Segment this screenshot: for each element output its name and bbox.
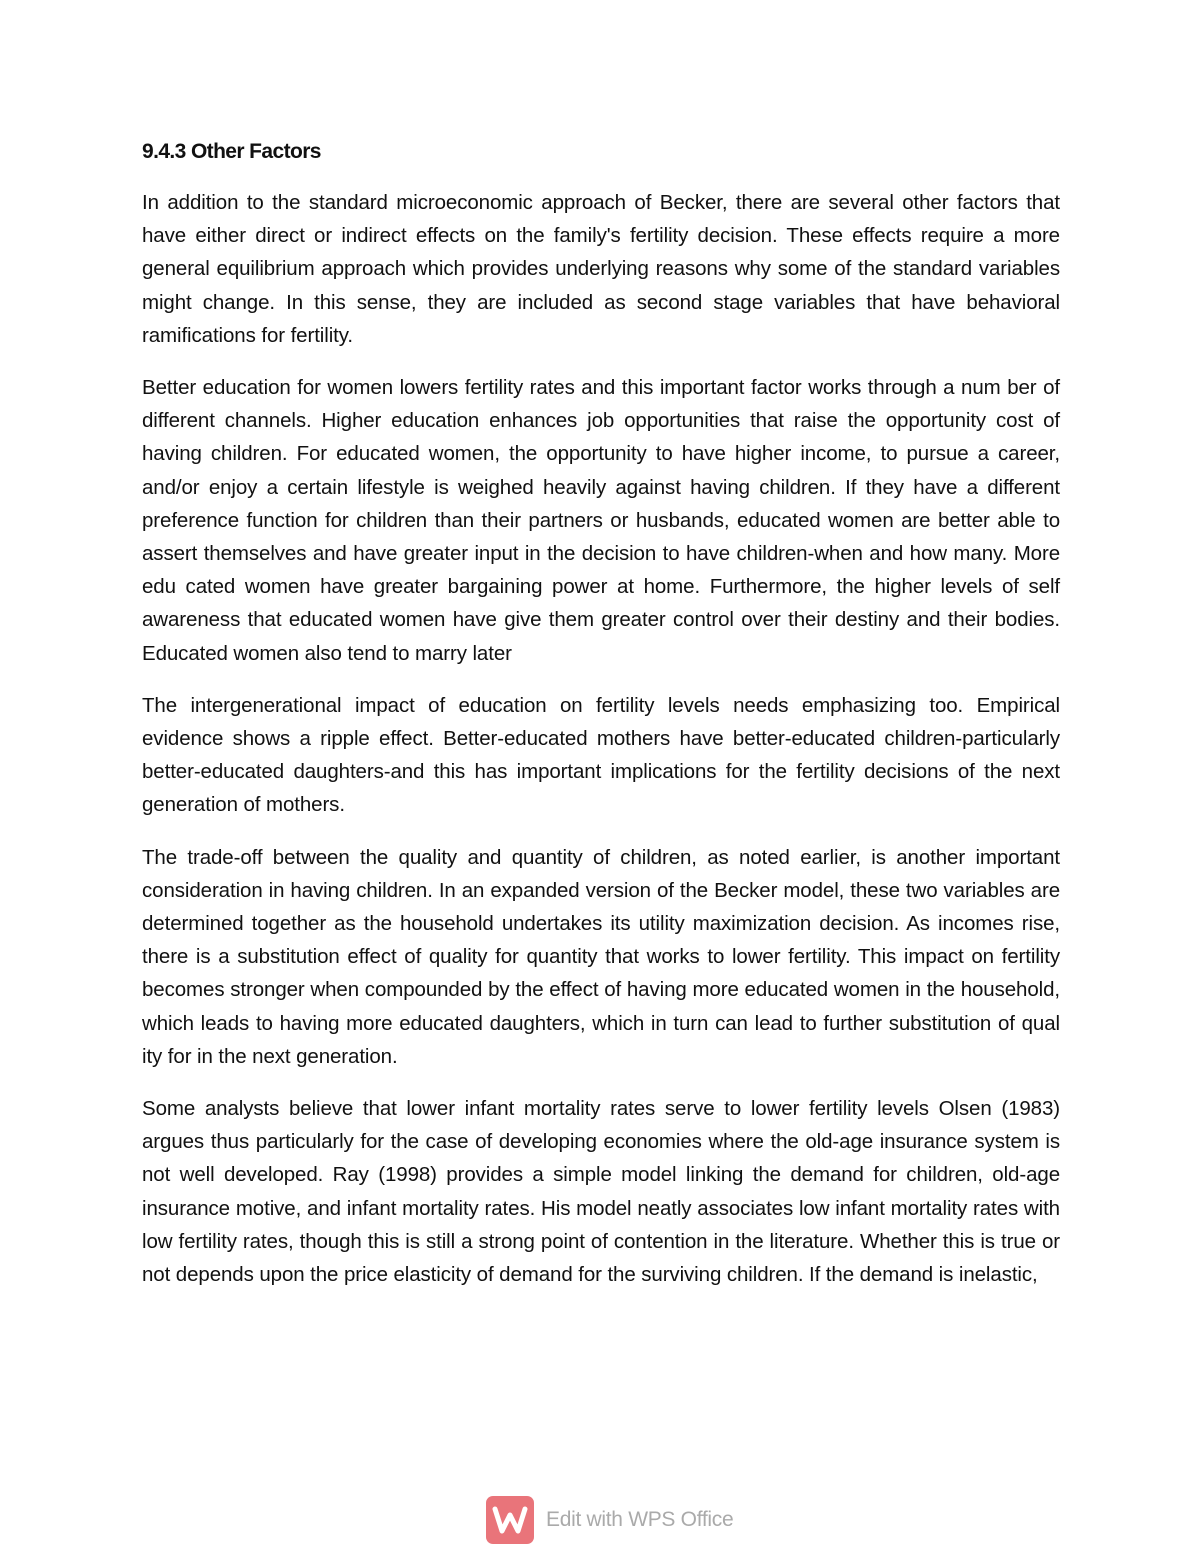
wps-edit-label[interactable]: Edit with WPS Office <box>546 1508 734 1531</box>
paragraph-4: The trade-off between the quality and quantity of children, as noted earlier, is another important consideration in having children. In an expanded version of the Becker model, these two variables are determined together as the household undertakes its utility maximization decision. As incomes rise, there is a substitution effect of quality for quantity that works to lower fertility. This impact on fertility becomes stronger when compounded by the effect of having more educated women in the household, which leads to having more educated daughters, which in turn can lead to further substitution of qual ity for in the next generation. <box>142 845 1060 1068</box>
wps-logo-icon <box>486 1496 534 1544</box>
paragraph-5: Some analysts believe that lower infant mortality rates serve to lower fertility levels Olsen (1983) argues thus particularly for the case of developing economies where the old-age insurance system is not well developed. Ray (1998) provides a simple model linking the demand for children, old-age insurance motive, and infant mortality rates. His model neatly associates low infant mortality rates with low fertility rates, though this is still a strong point of contention in the literature. Whether this is true or not depends upon the price elasticity of demand for the surviving children. If the demand is inelastic, <box>142 1097 1060 1287</box>
section-heading: 9.4.3 Other Factors <box>142 140 321 163</box>
document-page <box>142 140 1060 1310</box>
paragraph-3: The intergenerational impact of education on fertility levels needs emphasizing too. Empirical evidence shows a ripple effect. Better-educated mothers have better-educated children-particularly better-educated daughters-and this has important implications for the fertility decisions of the next generation of mothers. <box>142 693 1060 817</box>
paragraph-2: Better education for women lowers fertility rates and this important factor works through a num ber of different channels. Higher education enhances job opportunities that raise the opportunity cost of having children. For educated women, the opportunity to have higher income, to pursue a career, and/or enjoy a certain lifestyle is weighed heavily against having children. If they have a different preference function for children than their partners or husbands, educated women are better able to assert themselves and have greater input in the decision to have children-when and how many. More edu cated women have greater bargaining power at home. Furthermore, the higher levels of self awareness that educated women have give them greater control over their destiny and their bodies. Educated women also tend to marry later <box>142 376 1060 665</box>
wps-edit-banner[interactable] <box>486 1496 733 1544</box>
paragraph-1: In addition to the standard microeconomic approach of Becker, there are several other factors that have either direct or indirect effects on the family's fertility decision. These effects require a more general equilibrium approach which provides underlying reasons why some of the standard variables might change. In this sense, they are included as second stage variables that have behavioral ramifications for fertility. <box>142 191 1060 347</box>
